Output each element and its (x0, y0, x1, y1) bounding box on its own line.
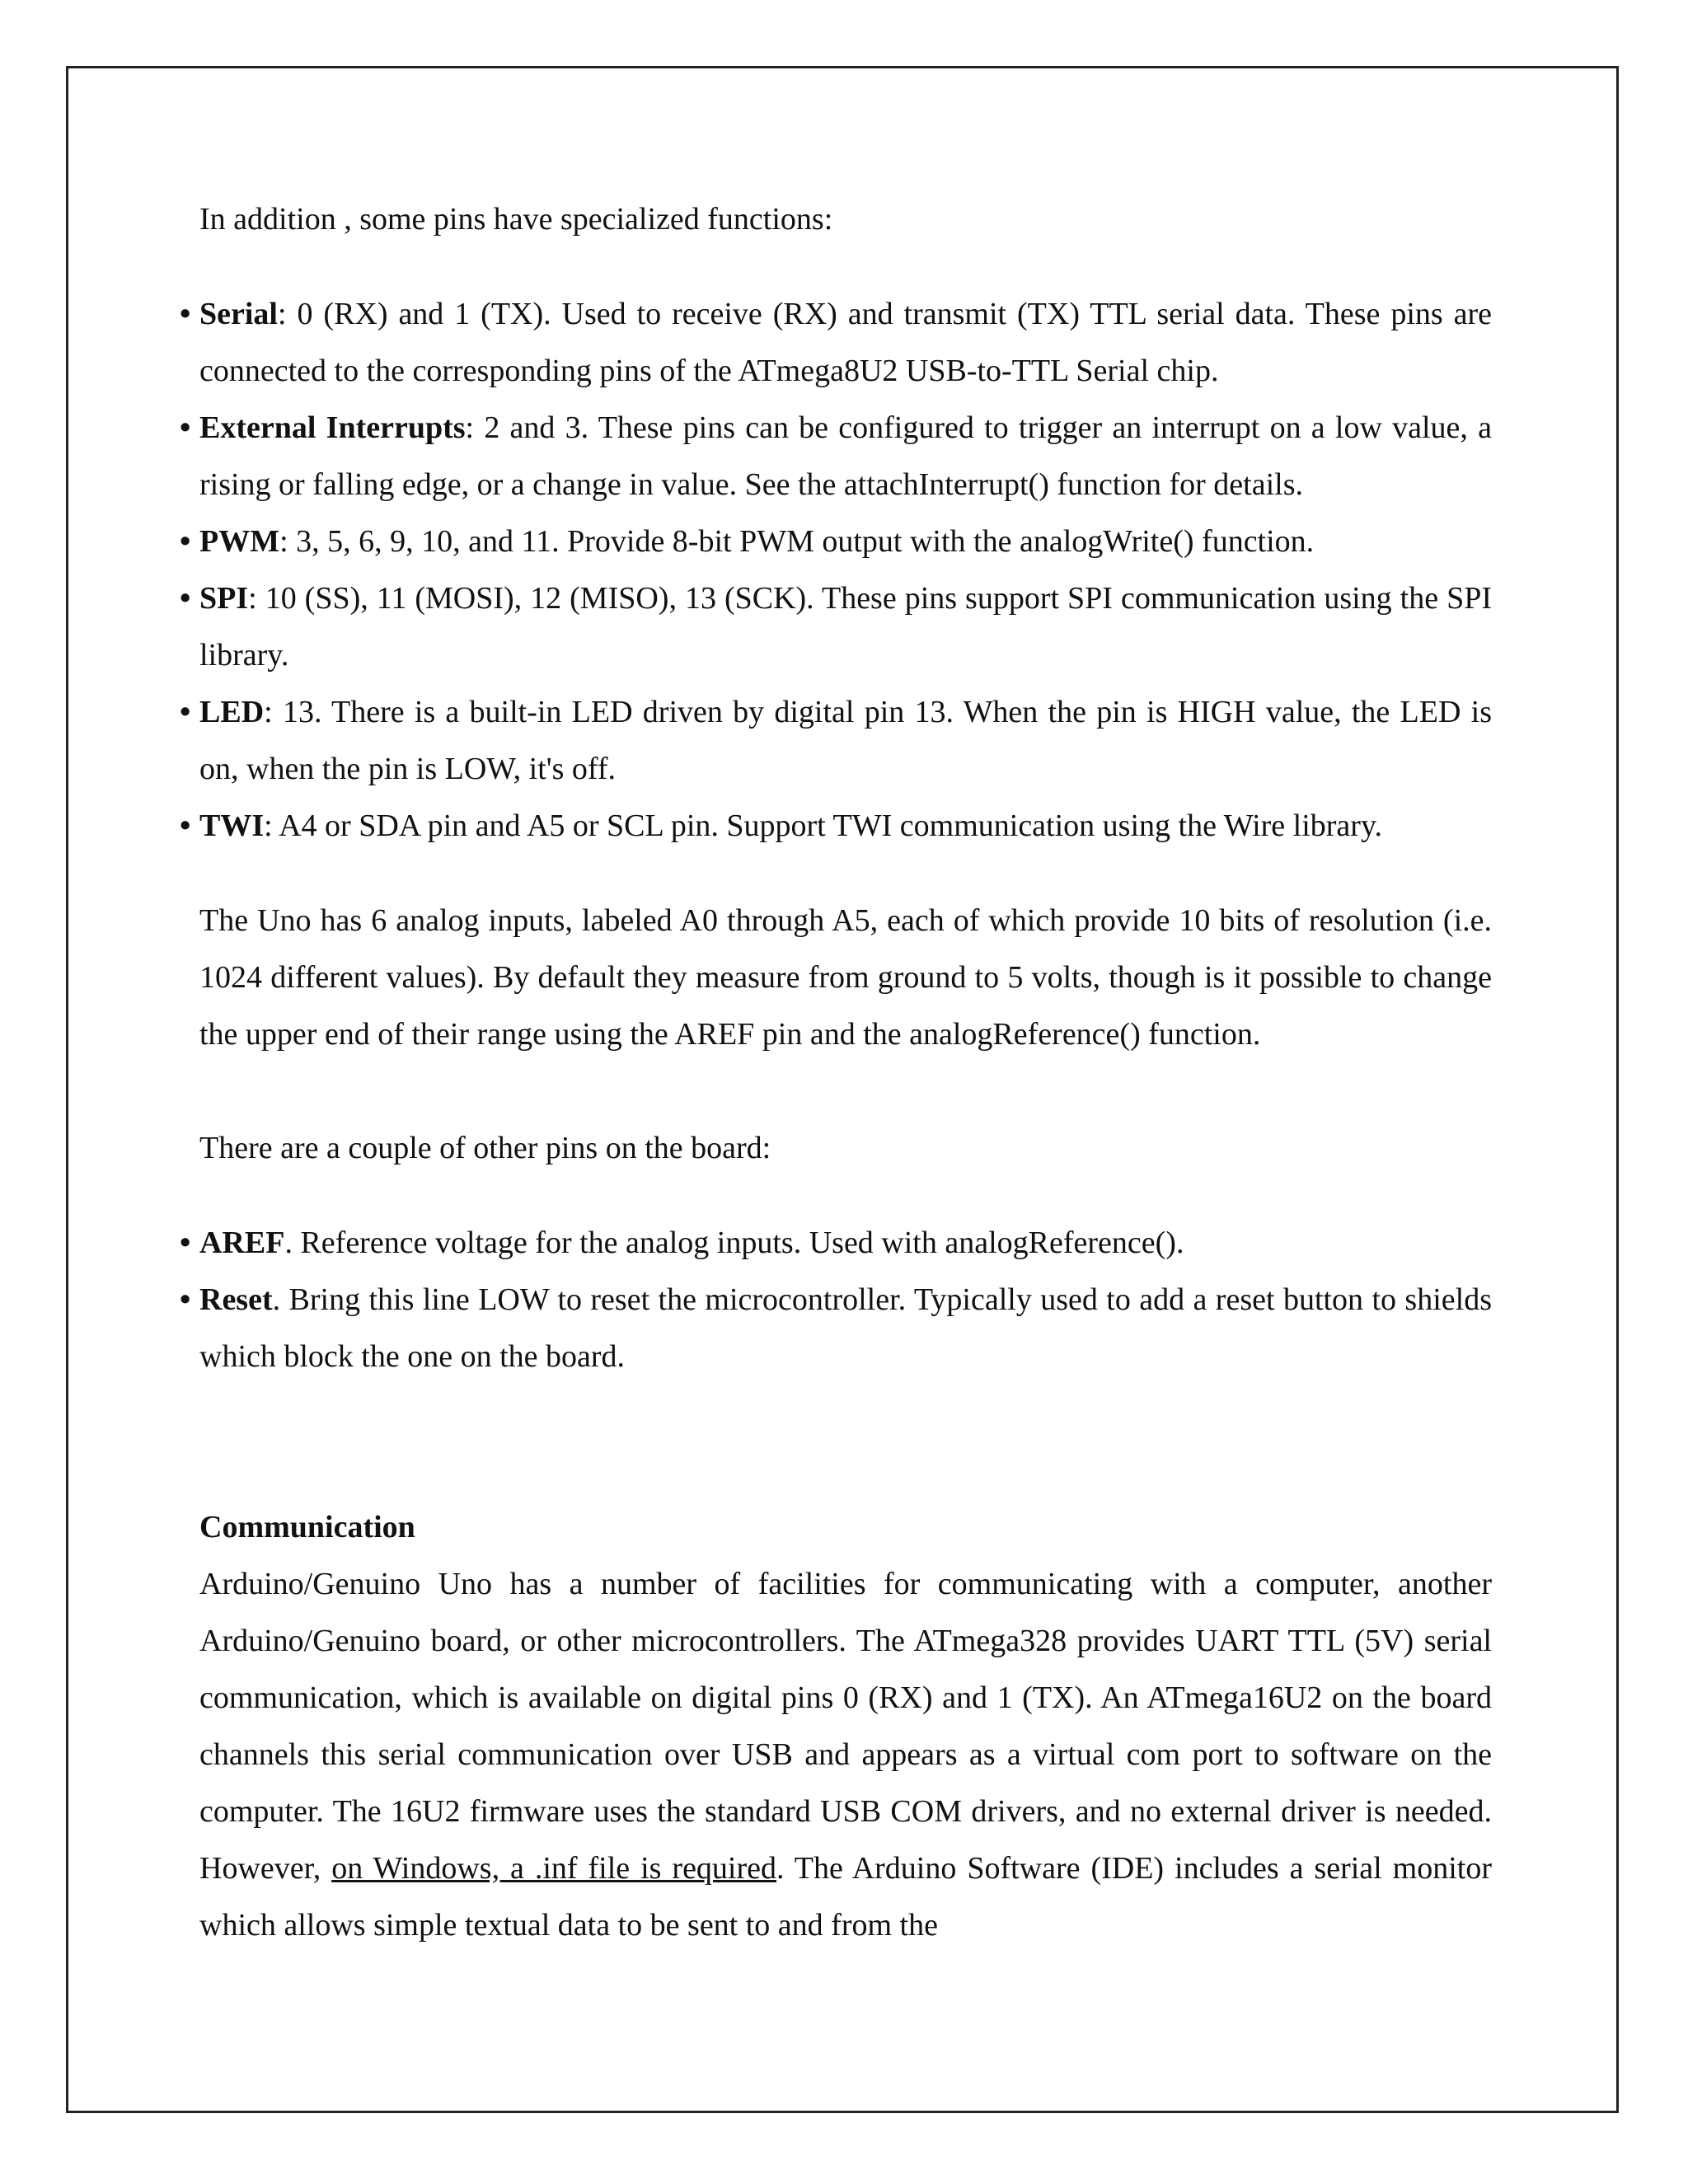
bullet-icon: • (180, 1226, 191, 1260)
list-item-term: AREF (199, 1226, 285, 1260)
bullet-icon: • (180, 297, 191, 331)
bullet-icon: • (180, 581, 191, 616)
list-item-text: : 0 (RX) and 1 (TX). Used to receive (RX) and transmit (TX) TTL serial data. These pins are connected to the corresponding pins of the ATmega8U2 USB-to-TTL Serial chip. (199, 297, 1492, 388)
list-item (180, 286, 1492, 400)
list-item-text: . Reference voltage for the analog inputs. Used with analogReference(). (284, 1226, 1184, 1260)
list-item-term: PWM (199, 524, 280, 559)
bullet-icon: • (180, 1282, 191, 1317)
communication-text-before-link: Arduino/Genuino Uno has a number of facilities for communicating with a computer, another Arduino/Genuino board, or other microcontrollers. The ATmega328 provides UART TTL (5V) serial communication, which is available on digital pins 0 (RX) and 1 (TX). An ATmega16U2 on the board channels this serial communication over USB and appears as a virtual com port to software on the computer. The 16U2 firmware uses the standard USB COM drivers, and no external driver is needed. However, (199, 1567, 1492, 1886)
list-item-text: . Bring this line LOW to reset the microcontroller. Typically used to add a reset button to shields which block the one on the board. (199, 1282, 1492, 1374)
list-item-term: Serial (199, 297, 278, 331)
list-item-text: : 13. There is a built-in LED driven by digital pin 13. When the pin is HIGH value, the LED is on, when the pin is LOW, it's off. (199, 695, 1492, 786)
bullet-icon: • (180, 808, 191, 843)
list-item (180, 798, 1492, 855)
list-item-term: LED (199, 695, 265, 729)
list-item-term: External Interrupts (199, 410, 466, 445)
communication-paragraph (199, 1556, 1492, 1954)
list-item-term: Reset (199, 1282, 273, 1317)
list-item (180, 513, 1492, 570)
list-item (180, 570, 1492, 684)
inf-file-link[interactable]: on Windows, a .inf file is required (331, 1851, 777, 1886)
other-pins-list (180, 1215, 1492, 1385)
communication-text-after-link: . The Arduino Software (IDE) includes a serial monitor which allows simple textual data to be sent to and from the (199, 1851, 1492, 1943)
list-item-text: : 2 and 3. These pins can be configured to trigger an interrupt on a low value, a rising or falling edge, or a change in value. See the attachInterrupt() function for details. (199, 410, 1492, 502)
list-item-text: : 10 (SS), 11 (MOSI), 12 (MISO), 13 (SCK). These pins support SPI communication using the SPI library. (199, 581, 1492, 673)
bullet-icon: • (180, 695, 191, 729)
list-item (180, 1272, 1492, 1385)
analog-inputs-paragraph: The Uno has 6 analog inputs, labeled A0 through A5, each of which provide 10 bits of resolution (i.e. 1024 different values). By default they measure from ground to 5 volts, though is it possible to change the upper end of their range using the AREF pin and the analogReference() function. (199, 903, 1492, 1052)
list-item-text: : 3, 5, 6, 9, 10, and 11. Provide 8-bit PWM output with the analogWrite() function. (279, 524, 1315, 559)
other-pins-intro: There are a couple of other pins on the board: (199, 1131, 771, 1165)
list-item (180, 1215, 1492, 1272)
list-item-text: : A4 or SDA pin and A5 or SCL pin. Support TWI communication using the Wire library. (264, 808, 1382, 843)
bullet-icon: • (180, 524, 191, 559)
special-functions-intro: In addition , some pins have specialized functions: (199, 202, 833, 237)
list-item (180, 684, 1492, 798)
list-item-term: TWI (199, 808, 265, 843)
page-content (180, 191, 1492, 1954)
list-item-term: SPI (199, 581, 249, 616)
communication-heading: Communication (199, 1510, 415, 1544)
list-item (180, 400, 1492, 513)
special-pins-list (180, 286, 1492, 855)
bullet-icon: • (180, 410, 191, 445)
